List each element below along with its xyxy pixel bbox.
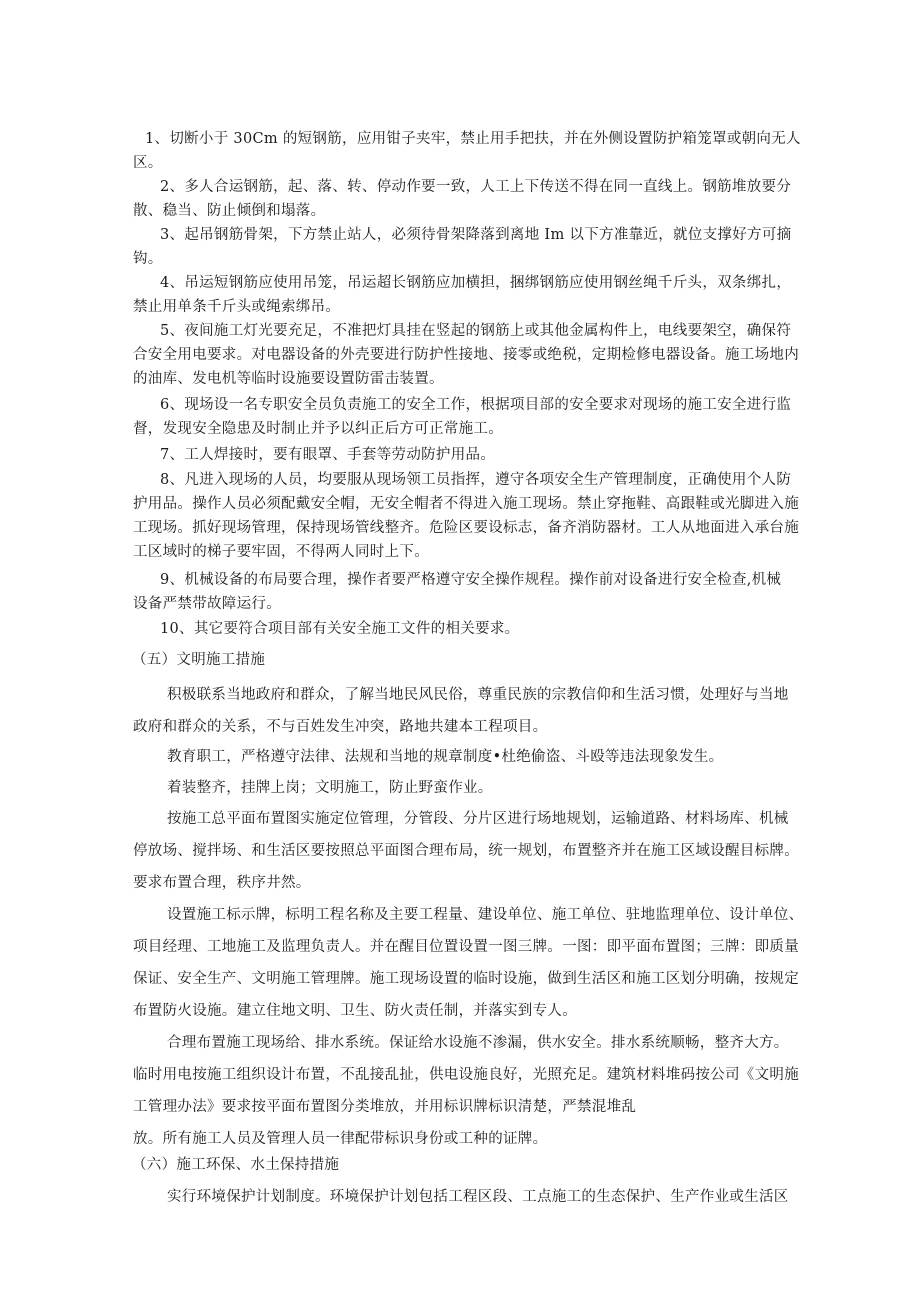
text-line: 8、凡进入现场的人员，均要服从现场领工员指挥，遵守各项安全生产管理制度，正确使用个人防 [160, 472, 792, 488]
safety-list-item [130, 617, 830, 641]
text-line: 项目经理、工地施工及监理负责人。并在醒目位置设置一图三牌。一图：即平面布置图；三牌：即质量 [133, 939, 799, 955]
paragraph [130, 899, 830, 1027]
text-line: 的油库、发电机等临时设施要设置防雷击装置。 [133, 371, 444, 387]
text-line: 停放场、搅拌场、和生活区要按照总平面图合理布局，统一规划，布置整齐并在施工区域设醒目标牌。 [133, 843, 799, 859]
safety-list-item [130, 127, 830, 175]
text-line: 临时用电按施工组织设计布置，不乱接乱扯，供电设施良好，光照充足。建筑材料堆码按公司《文明施 [133, 1067, 799, 1083]
text-line: 4、吊运短钢筋应使用吊笼，吊运超长钢筋应加横担，捆绑钢筋应使用钢丝绳千斤头，双条绑扎， [160, 275, 792, 291]
safety-list-item [130, 468, 830, 564]
text-line: 5、夜间施工灯光要充足，不准把灯具挂在竖起的钢筋上或其他金属构件上，电线要架空，确保符 [160, 323, 792, 339]
text-line: 9、机械设备的布局要合理，操作者要严格遵守安全操作规程。操作前对设备进行安全检查,机械 [160, 572, 782, 588]
safety-list-item [130, 568, 830, 616]
safety-list-item [130, 223, 830, 271]
text-line: 设备严禁带故障运行。 [133, 596, 281, 612]
text-line: 护用品。操作人员必须配戴安全帽，无安全帽者不得进入施工现场。禁止穿拖鞋、高跟鞋或光脚进入施 [133, 496, 799, 512]
text-line: 按施工总平面布置图实施定位管理，分管段、分片区进行场地规划，运输道路、材料场库、机械 [167, 811, 789, 827]
text-line: 政府和群众的关系，不与百姓发生冲突，路地共建本工程项目。 [133, 719, 548, 735]
text-line: 1、切断小于 30Cm 的短钢筋，应用钳子夹牢，禁止用手把扶，并在外侧设置防护箱笼罩或朝向无人 [145, 131, 801, 147]
safety-list-item [130, 271, 830, 319]
paragraph [130, 1027, 830, 1155]
paragraph [130, 803, 830, 899]
section-heading: （五）文明施工措施 [132, 652, 266, 668]
safety-list-item [130, 319, 830, 391]
text-line: 工现场。抓好现场管理，保持现场管线整齐。危险区要设标志，备齐消防器材。工人从地面进入承台施 [133, 520, 799, 536]
text-line: 要求布置合理，秩序井然。 [133, 875, 311, 891]
text-line: 3、起吊钢筋骨架，下方禁止站人，必须待骨架降落到离地 Im 以下方准靠近，就位支撑好方可摘 [160, 227, 792, 243]
text-line: 合理布置施工现场给、排水系统。保证给水设施不渗漏，供水安全。排水系统顺畅，整齐大方。 [167, 1035, 789, 1051]
text-line: 工管理办法》要求按平面布置图分类堆放，并用标识牌标识清楚，严禁混堆乱 [133, 1099, 637, 1115]
text-line: 放。所有施工人员及管理人员一律配带标识身份或工种的证牌。 [133, 1131, 548, 1147]
text-line: 6、现场设一名专职安全员负责施工的安全工作，根据项目部的安全要求对现场的施工安全进行监 [160, 397, 792, 413]
text-line: 教育职工，严格遵守法律、法规和当地的规章制度•杜绝偷盗、斗殴等违法现象发生。 [167, 749, 724, 765]
text-line: 10、其它要符合项目部有关安全施工文件的相关要求。 [160, 621, 520, 637]
text-line: 设置施工标示牌，标明工程名称及主要工程量、建设单位、施工单位、驻地监理单位、设计单位、 [167, 907, 804, 923]
paragraph [130, 741, 830, 773]
text-line: 散、稳当、防止倾倒和塌落。 [133, 203, 326, 219]
paragraph [130, 1181, 830, 1213]
text-line: 积极联系当地政府和群众，了解当地民风民俗，尊重民族的宗教信仰和生活习惯，处理好与当地 [167, 687, 789, 703]
text-line: 实行环境保护计划制度。环境保护计划包括工程区段、工点施工的生态保护、生产作业或生活区 [167, 1189, 789, 1205]
text-line: 督，发现安全隐患及时制止并予以纠正后方可正常施工。 [133, 421, 503, 437]
text-line: 区。 [133, 155, 163, 171]
text-line: 着装整齐，挂牌上岗；文明施工，防止野蛮作业。 [167, 780, 493, 796]
safety-list-item [130, 443, 830, 467]
text-line: 钩。 [133, 251, 163, 267]
text-line: 7、工人焊接时，要有眼罩、手套等劳动防护用品。 [160, 447, 496, 463]
section-heading: （六）施工环保、水土保持措施 [132, 1157, 340, 1173]
text-line: 2、多人合运钢筋，起、落、转、停动作要一致，人工上下传送不得在同一直线上。钢筋堆放要分 [160, 179, 792, 195]
text-line: 工区域时的梯子要牢固，不得两人同时上下。 [133, 544, 429, 560]
text-line: 布置防火设施。建立住地文明、卫生、防火责任制，并落实到专人。 [133, 1003, 577, 1019]
text-line: 合安全用电要求。对电器设备的外壳要进行防护性接地、接零或绝税，定期检修电器设备。施工场地内 [133, 347, 799, 363]
text-line: 保证、安全生产、文明施工管理牌。施工现场设置的临时设施，做到生活区和施工区划分明确，按规定 [133, 971, 799, 987]
text-line: 禁止用单条千斤头或绳索绑吊。 [133, 299, 341, 315]
paragraph [130, 679, 830, 743]
paragraph [130, 772, 830, 804]
safety-list-item [130, 175, 830, 223]
safety-list-item [130, 393, 830, 441]
